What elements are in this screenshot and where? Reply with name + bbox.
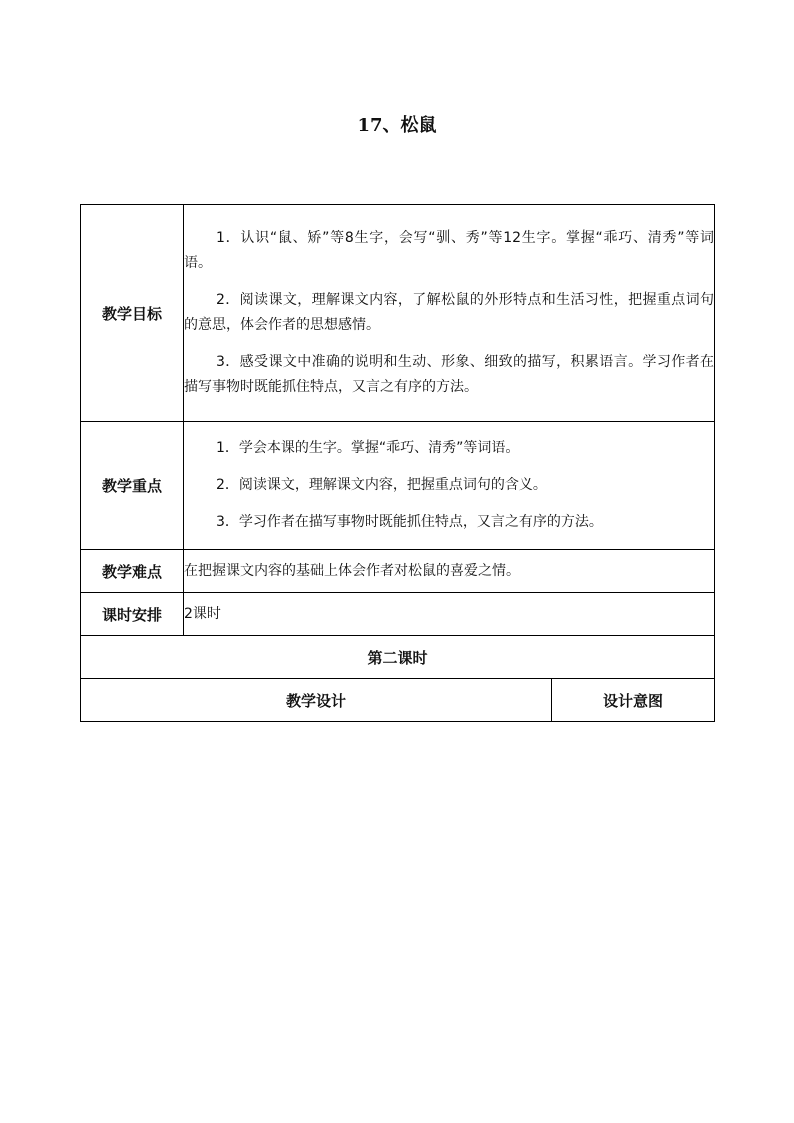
- difficulty-text: 在把握课文内容的基础上体会作者对松鼠的喜爱之情。: [184, 550, 715, 593]
- goals-label: 教学目标: [81, 205, 184, 422]
- design-header-left: 教学设计: [81, 679, 552, 722]
- design-header-row: [81, 679, 715, 722]
- keypoints-content: [184, 422, 715, 550]
- session-heading: 第二课时: [81, 636, 715, 679]
- session-row: [81, 636, 715, 679]
- goals-content: [184, 205, 715, 422]
- lesson-plan-table: [80, 204, 715, 722]
- keypoint-item-3: 3．学习作者在描写事物时既能抓住特点，又言之有序的方法。: [216, 514, 603, 530]
- difficulty-row: [81, 550, 715, 593]
- goal-item-3: 3．感受课文中准确的说明和生动、形象、细致的描写，积累语言。学习作者在描写事物时既能抓住特点，又言之有序的方法。: [184, 354, 714, 395]
- page-title: 17、松鼠: [357, 115, 437, 136]
- keypoint-item-2: 2．阅读课文，理解课文内容，把握重点词句的含义。: [216, 477, 547, 493]
- goal-item-2: 2．阅读课文，理解课文内容，了解松鼠的外形特点和生活习性，把握重点词句的意思，体会作者的思想感情。: [184, 292, 714, 333]
- goals-row: [81, 205, 715, 422]
- keypoint-item-1: 1．学会本课的生字。掌握“乖巧、清秀”等词语。: [216, 440, 520, 456]
- design-header-right: 设计意图: [552, 679, 715, 722]
- schedule-label: 课时安排: [81, 593, 184, 636]
- keypoints-label: 教学重点: [81, 422, 184, 550]
- schedule-row: [81, 593, 715, 636]
- goal-item-1: 1．认识“鼠、矫”等8生字，会写“驯、秀”等12生字。掌握“乖巧、清秀”等词语。: [184, 230, 714, 271]
- difficulty-label: 教学难点: [81, 550, 184, 593]
- schedule-text: 2课时: [184, 593, 715, 636]
- keypoints-row: [81, 422, 715, 550]
